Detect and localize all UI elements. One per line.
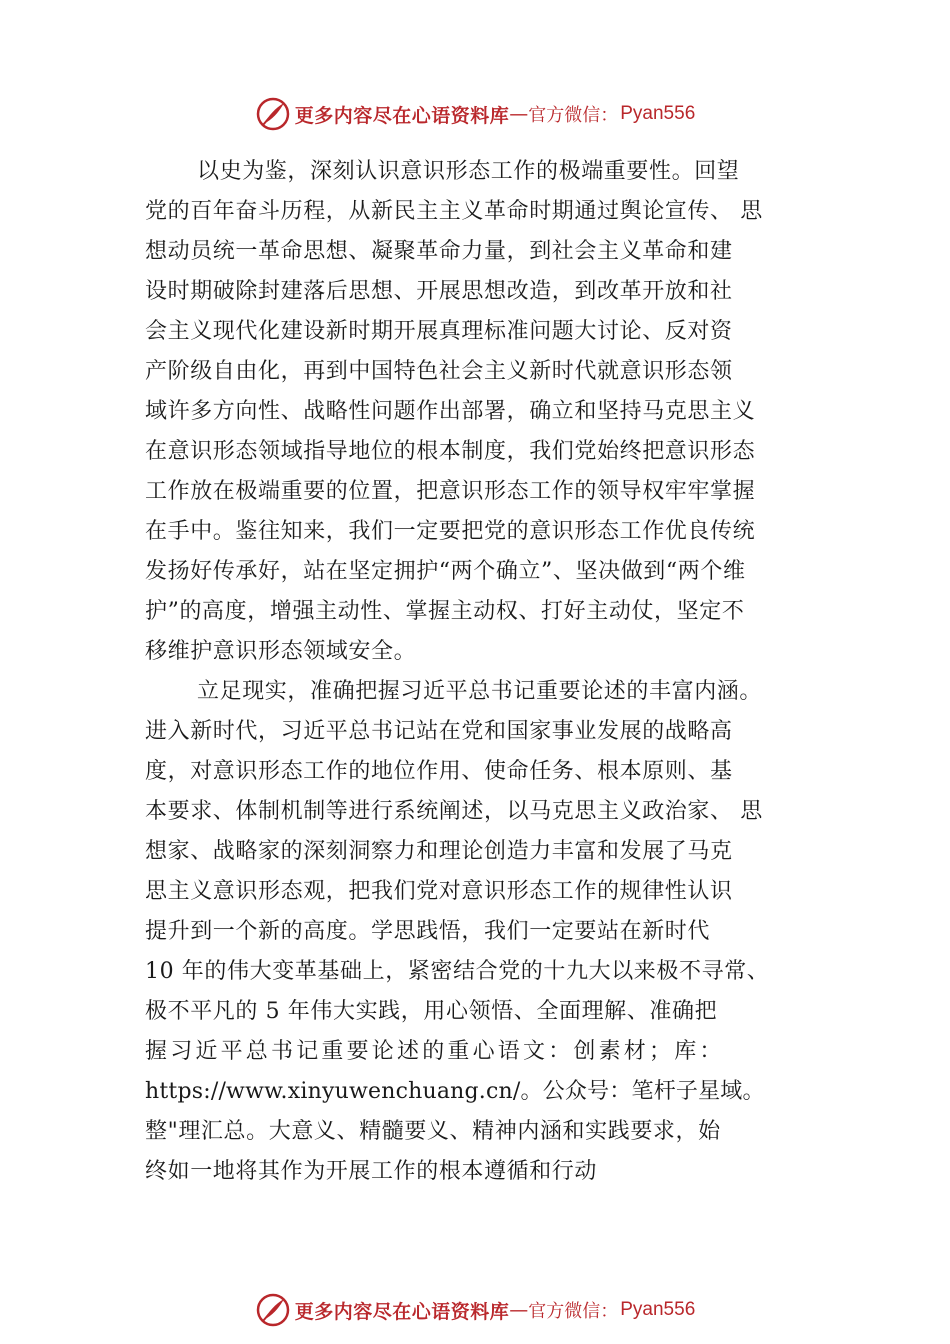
text-line: 极不平凡的 5 年伟大实践，用心领悟、全面理解、准确把 <box>145 999 718 1024</box>
banner-title: 更多内容尽在心语资料库 <box>294 104 510 127</box>
banner-dash: — <box>509 1299 529 1321</box>
banner-dash: — <box>509 103 529 125</box>
text-line: 终如一地将其作为开展工作的根本遵循和行动 <box>145 1159 598 1184</box>
footer-watermark-banner <box>0 1290 950 1330</box>
text-line: 工作放在极端重要的位置，把意识形态工作的领导权牢牢掌握 <box>145 479 756 504</box>
quill-circle-logo-icon <box>255 96 291 132</box>
text-line: 会主义现代化建设新时期开展真理标准问题大讨论、反对资 <box>145 319 733 344</box>
text-line: 度，对意识形态工作的地位作用、使命任务、根本原则、基 <box>145 759 733 784</box>
quill-circle-logo-icon <box>255 1292 291 1328</box>
text-line: 提升到一个新的高度。学思践悟，我们一定要站在新时代 <box>145 919 711 944</box>
banner-title: 更多内容尽在心语资料库 <box>294 1300 510 1323</box>
text-line: 域许多方向性、战略性问题作出部署，确立和坚持马克思主义 <box>145 399 756 424</box>
text-line: 在手中。鉴往知来，我们一定要把党的意识形态工作优良传统 <box>145 519 756 544</box>
banner-wechat-handle: Pyan556 <box>620 103 696 124</box>
text-line: 握习近平总书记重要论述的重心语文：创素材；库： <box>145 1039 725 1064</box>
text-line: 产阶级自由化，再到中国特色社会主义新时代就意识形态领 <box>145 359 733 384</box>
text-line: 10 年的伟大变革基础上，紧密结合党的十九大以来极不寻常、 <box>145 959 770 984</box>
text-line: 在意识形态领域指导地位的根本制度，我们党始终把意识形态 <box>145 439 756 464</box>
paragraph-1 <box>145 152 825 672</box>
text-line: https://www.xinyuwenchuang.cn/。公众号：笔杆子星域。 <box>145 1079 765 1104</box>
text-line: 移维护意识形态领域安全。 <box>145 639 417 664</box>
text-line: 发扬好传承好，站在坚定拥护“两个确立”、坚决做到“两个维 <box>145 559 746 584</box>
paragraph-2 <box>145 672 825 1192</box>
header-watermark-banner <box>0 94 950 134</box>
text-line: 立足现实，准确把握习近平总书记重要论述的丰富内涵。 <box>197 679 763 704</box>
text-line: 本要求、体制机制等进行系统阐述，以马克思主义政治家、 思 <box>145 799 763 824</box>
text-line: 设时期破除封建落后思想、开展思想改造，到改革开放和社 <box>145 279 733 304</box>
text-line: 想动员统一革命思想、凝聚革命力量，到社会主义革命和建 <box>145 239 733 264</box>
text-line: 整"理汇总。大意义、精髓要义、精神内涵和实践要求，始 <box>145 1119 721 1144</box>
banner-label: 官方微信： <box>528 1301 619 1322</box>
document-body <box>145 152 825 1192</box>
text-line: 思主义意识形态观，把我们党对意识形态工作的规律性认识 <box>145 879 733 904</box>
text-line: 以史为鉴，深刻认识意识形态工作的极端重要性。回望 <box>197 159 740 184</box>
text-line: 想家、战略家的深刻洞察力和理论创造力丰富和发展了马克 <box>145 839 733 864</box>
banner-label: 官方微信： <box>528 105 619 126</box>
text-line: 进入新时代，习近平总书记站在党和国家事业发展的战略高 <box>145 719 733 744</box>
text-line: 党的百年奋斗历程，从新民主主义革命时期通过舆论宣传、 思 <box>145 199 763 224</box>
text-line: 护”的高度，增强主动性、掌握主动权、打好主动仗，坚定不 <box>145 599 745 624</box>
banner-wechat-handle: Pyan556 <box>620 1299 696 1320</box>
